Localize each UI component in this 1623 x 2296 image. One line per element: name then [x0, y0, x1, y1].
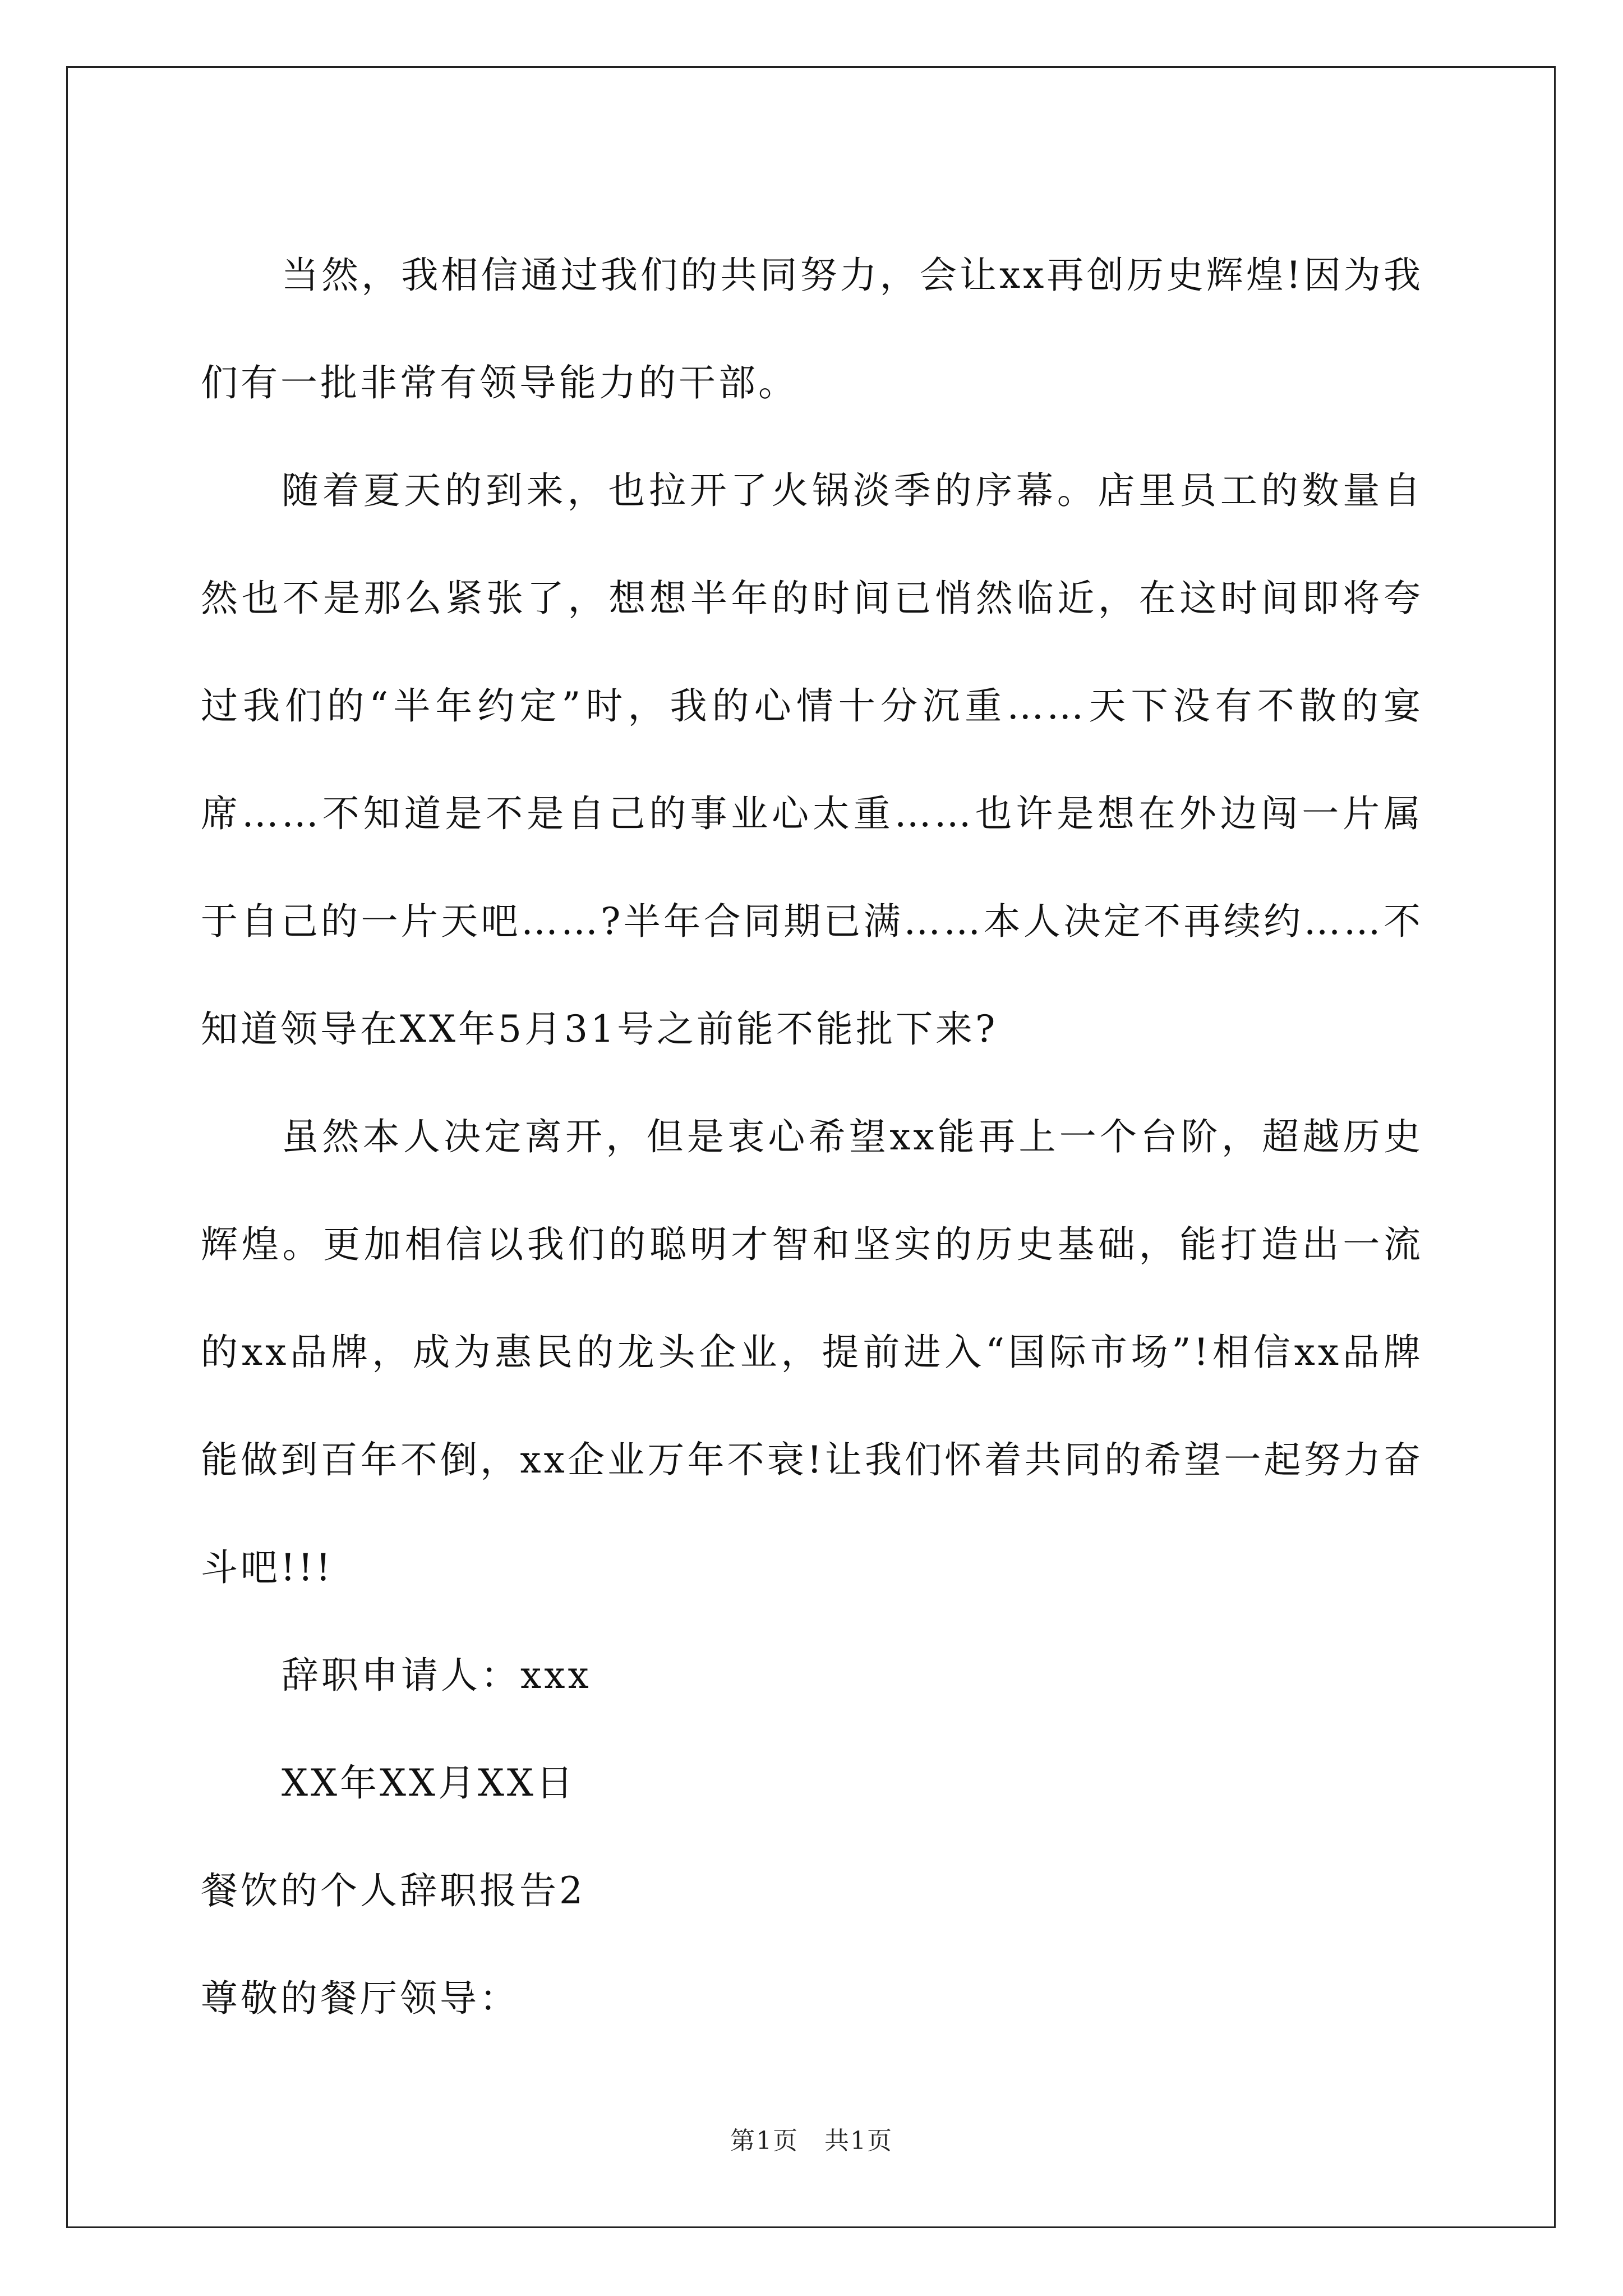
- salutation: 尊敬的餐厅领导：: [201, 1977, 519, 2020]
- signature-line: 辞职申请人：xxx: [282, 1654, 592, 1697]
- date-line: XX年XX月XX日: [282, 1761, 576, 1805]
- page-footer: 第1页 共1页: [730, 2127, 893, 2155]
- document-body: [201, 222, 1423, 2053]
- paragraph-1: 当然，我相信通过我们的共同努力，会让xx再创历史辉煌!因为我们有一批非常有领导能力的干部。: [201, 254, 1423, 404]
- paragraph-3: 虽然本人决定离开，但是衷心希望xx能再上一个台阶，超越历史辉煌。更加相信以我们的聪明才智和坚实的历史基础，能打造出一流的xx品牌，成为惠民的龙头企业，提前进入“国际市场”!相信xx品牌能做到百年不倒，xx企业万年不衰!让我们怀着共同的希望一起努力奋斗吧!!!: [201, 1115, 1423, 1589]
- paragraph-2: 随着夏天的到来，也拉开了火锅淡季的序幕。店里员工的数量自然也不是那么紧张了，想想半年的时间已悄然临近，在这时间即将夸过我们的“半年约定”时，我的心情十分沉重……天下没有不散的宴席……不知道是不是自己的事业心太重……也许是想在外边闯一片属于自己的一片天吧……?半年合同期已满……本人决定不再续约……不知道领导在XX年5月31号之前能不能批下来?: [201, 469, 1423, 1051]
- section-title: 餐饮的个人辞职报告2: [201, 1869, 585, 1912]
